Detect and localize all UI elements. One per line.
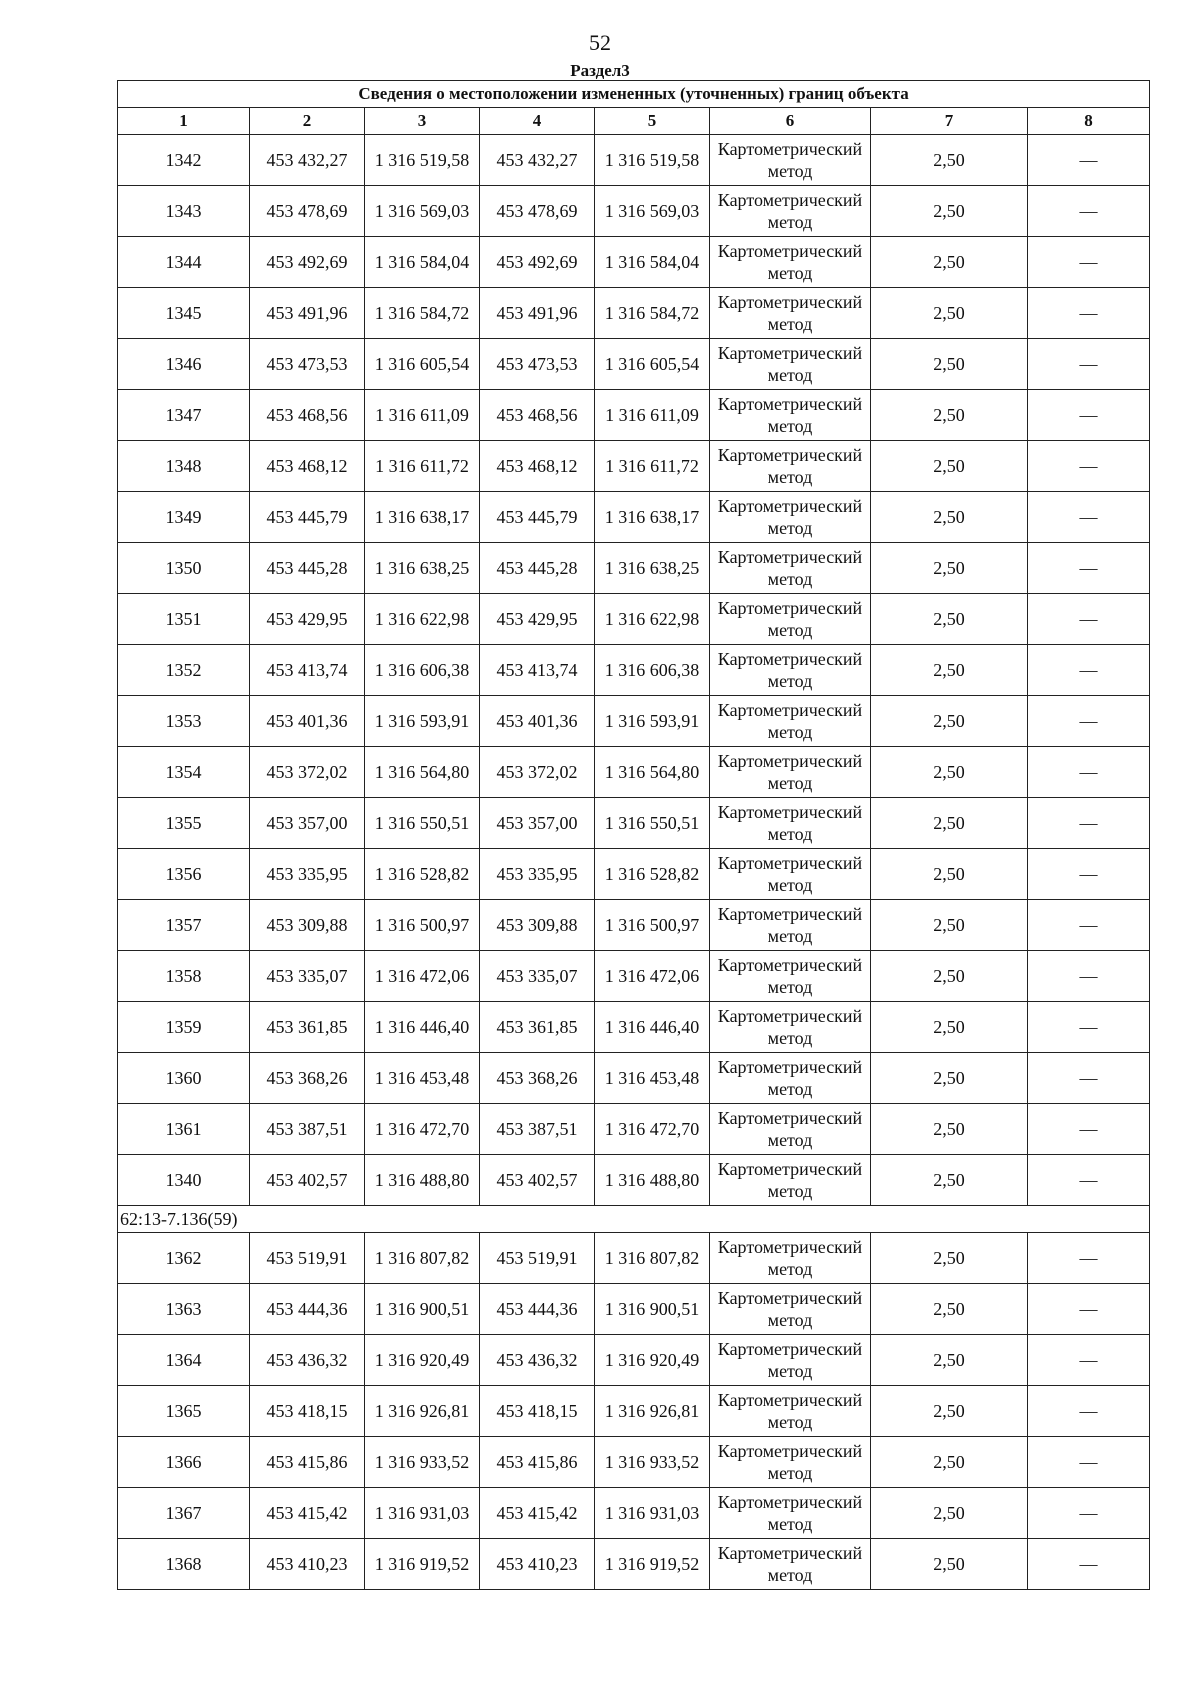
point-number-cell: 1361 <box>118 1104 250 1155</box>
method-cell: Картометрический метод <box>710 747 871 798</box>
method-cell: Картометрический метод <box>710 441 871 492</box>
description-cell: — <box>1028 135 1150 186</box>
description-cell: — <box>1028 696 1150 747</box>
x-existing-cell: 453 361,85 <box>250 1002 365 1053</box>
x-existing-cell: 453 436,32 <box>250 1335 365 1386</box>
point-number-cell: 1358 <box>118 951 250 1002</box>
y-refined-cell: 1 316 931,03 <box>595 1488 710 1539</box>
method-cell: Картометрический метод <box>710 1539 871 1590</box>
x-refined-cell: 453 429,95 <box>480 594 595 645</box>
y-refined-cell: 1 316 920,49 <box>595 1335 710 1386</box>
description-cell: — <box>1028 1437 1150 1488</box>
precision-cell: 2,50 <box>871 1233 1028 1284</box>
y-refined-cell: 1 316 638,17 <box>595 492 710 543</box>
point-number-cell: 1357 <box>118 900 250 951</box>
table-row <box>118 237 1150 288</box>
precision-cell: 2,50 <box>871 135 1028 186</box>
method-cell: Картометрический метод <box>710 951 871 1002</box>
y-refined-cell: 1 316 519,58 <box>595 135 710 186</box>
precision-cell: 2,50 <box>871 951 1028 1002</box>
description-cell: — <box>1028 186 1150 237</box>
y-existing-cell: 1 316 528,82 <box>365 849 480 900</box>
precision-cell: 2,50 <box>871 390 1028 441</box>
precision-cell: 2,50 <box>871 543 1028 594</box>
point-number-cell: 1343 <box>118 186 250 237</box>
point-number-cell: 1349 <box>118 492 250 543</box>
table-row <box>118 1386 1150 1437</box>
description-cell: — <box>1028 594 1150 645</box>
description-cell: — <box>1028 441 1150 492</box>
description-cell: — <box>1028 237 1150 288</box>
method-cell: Картометрический метод <box>710 798 871 849</box>
section-title: Раздел3 <box>570 61 630 80</box>
description-cell: — <box>1028 1233 1150 1284</box>
x-existing-cell: 453 357,00 <box>250 798 365 849</box>
table-row <box>118 543 1150 594</box>
y-refined-cell: 1 316 605,54 <box>595 339 710 390</box>
column-header-row <box>118 108 1150 135</box>
description-cell: — <box>1028 849 1150 900</box>
precision-cell: 2,50 <box>871 288 1028 339</box>
point-number-cell: 1360 <box>118 1053 250 1104</box>
column-header: 3 <box>365 108 480 135</box>
y-existing-cell: 1 316 569,03 <box>365 186 480 237</box>
x-existing-cell: 453 402,57 <box>250 1155 365 1206</box>
table-row <box>118 696 1150 747</box>
description-cell: — <box>1028 390 1150 441</box>
x-refined-cell: 453 445,79 <box>480 492 595 543</box>
point-number-cell: 1354 <box>118 747 250 798</box>
table-row <box>118 186 1150 237</box>
y-existing-cell: 1 316 933,52 <box>365 1437 480 1488</box>
x-existing-cell: 453 473,53 <box>250 339 365 390</box>
method-cell: Картометрический метод <box>710 1386 871 1437</box>
column-header: 2 <box>250 108 365 135</box>
x-refined-cell: 453 372,02 <box>480 747 595 798</box>
table-row <box>118 1284 1150 1335</box>
x-refined-cell: 453 401,36 <box>480 696 595 747</box>
precision-cell: 2,50 <box>871 492 1028 543</box>
method-cell: Картометрический метод <box>710 390 871 441</box>
y-refined-cell: 1 316 569,03 <box>595 186 710 237</box>
table-row <box>118 951 1150 1002</box>
point-number-cell: 1344 <box>118 237 250 288</box>
x-refined-cell: 453 415,86 <box>480 1437 595 1488</box>
x-existing-cell: 453 387,51 <box>250 1104 365 1155</box>
precision-cell: 2,50 <box>871 1539 1028 1590</box>
method-cell: Картометрический метод <box>710 849 871 900</box>
point-number-cell: 1359 <box>118 1002 250 1053</box>
table-row <box>118 1104 1150 1155</box>
method-cell: Картометрический метод <box>710 1104 871 1155</box>
method-cell: Картометрический метод <box>710 696 871 747</box>
precision-cell: 2,50 <box>871 1104 1028 1155</box>
y-refined-cell: 1 316 550,51 <box>595 798 710 849</box>
x-existing-cell: 453 401,36 <box>250 696 365 747</box>
table-row <box>118 339 1150 390</box>
description-cell: — <box>1028 339 1150 390</box>
table-row <box>118 1002 1150 1053</box>
precision-cell: 2,50 <box>871 849 1028 900</box>
table-row <box>118 441 1150 492</box>
x-refined-cell: 453 468,12 <box>480 441 595 492</box>
method-cell: Картометрический метод <box>710 594 871 645</box>
table-row <box>118 1539 1150 1590</box>
y-refined-cell: 1 316 488,80 <box>595 1155 710 1206</box>
method-cell: Картометрический метод <box>710 1437 871 1488</box>
y-existing-cell: 1 316 472,70 <box>365 1104 480 1155</box>
x-existing-cell: 453 372,02 <box>250 747 365 798</box>
table-title: Сведения о местоположении измененных (уточненных) границ объекта <box>118 81 1150 108</box>
method-cell: Картометрический метод <box>710 1002 871 1053</box>
column-header: 4 <box>480 108 595 135</box>
table-row <box>118 1335 1150 1386</box>
y-refined-cell: 1 316 500,97 <box>595 900 710 951</box>
x-refined-cell: 453 410,23 <box>480 1539 595 1590</box>
x-existing-cell: 453 519,91 <box>250 1233 365 1284</box>
x-refined-cell: 453 402,57 <box>480 1155 595 1206</box>
y-existing-cell: 1 316 472,06 <box>365 951 480 1002</box>
x-refined-cell: 453 444,36 <box>480 1284 595 1335</box>
y-refined-cell: 1 316 900,51 <box>595 1284 710 1335</box>
description-cell: — <box>1028 1104 1150 1155</box>
description-cell: — <box>1028 288 1150 339</box>
y-refined-cell: 1 316 622,98 <box>595 594 710 645</box>
x-existing-cell: 453 492,69 <box>250 237 365 288</box>
y-refined-cell: 1 316 611,72 <box>595 441 710 492</box>
x-refined-cell: 453 478,69 <box>480 186 595 237</box>
y-existing-cell: 1 316 453,48 <box>365 1053 480 1104</box>
point-number-cell: 1353 <box>118 696 250 747</box>
point-number-cell: 1352 <box>118 645 250 696</box>
precision-cell: 2,50 <box>871 1002 1028 1053</box>
precision-cell: 2,50 <box>871 339 1028 390</box>
point-number-cell: 1368 <box>118 1539 250 1590</box>
y-refined-cell: 1 316 446,40 <box>595 1002 710 1053</box>
y-refined-cell: 1 316 472,06 <box>595 951 710 1002</box>
method-cell: Картометрический метод <box>710 900 871 951</box>
precision-cell: 2,50 <box>871 798 1028 849</box>
point-number-cell: 1350 <box>118 543 250 594</box>
y-existing-cell: 1 316 622,98 <box>365 594 480 645</box>
x-refined-cell: 453 491,96 <box>480 288 595 339</box>
page-number: 52 <box>589 30 611 55</box>
precision-cell: 2,50 <box>871 645 1028 696</box>
x-refined-cell: 453 335,07 <box>480 951 595 1002</box>
x-refined-cell: 453 309,88 <box>480 900 595 951</box>
y-refined-cell: 1 316 807,82 <box>595 1233 710 1284</box>
x-refined-cell: 453 468,56 <box>480 390 595 441</box>
table-row <box>118 849 1150 900</box>
table-row <box>118 1437 1150 1488</box>
point-number-cell: 1364 <box>118 1335 250 1386</box>
x-existing-cell: 453 445,28 <box>250 543 365 594</box>
precision-cell: 2,50 <box>871 1488 1028 1539</box>
x-existing-cell: 453 432,27 <box>250 135 365 186</box>
table-title-row <box>118 81 1150 108</box>
table-row <box>118 900 1150 951</box>
point-number-cell: 1365 <box>118 1386 250 1437</box>
method-cell: Картометрический метод <box>710 492 871 543</box>
table-row <box>118 288 1150 339</box>
x-existing-cell: 453 445,79 <box>250 492 365 543</box>
method-cell: Картометрический метод <box>710 186 871 237</box>
x-existing-cell: 453 478,69 <box>250 186 365 237</box>
y-existing-cell: 1 316 593,91 <box>365 696 480 747</box>
x-refined-cell: 453 387,51 <box>480 1104 595 1155</box>
point-number-cell: 1345 <box>118 288 250 339</box>
description-cell: — <box>1028 1386 1150 1437</box>
table-row <box>118 747 1150 798</box>
precision-cell: 2,50 <box>871 1335 1028 1386</box>
x-refined-cell: 453 436,32 <box>480 1335 595 1386</box>
y-refined-cell: 1 316 638,25 <box>595 543 710 594</box>
x-existing-cell: 453 335,95 <box>250 849 365 900</box>
description-cell: — <box>1028 1335 1150 1386</box>
table-row <box>118 1233 1150 1284</box>
column-header: 5 <box>595 108 710 135</box>
y-existing-cell: 1 316 605,54 <box>365 339 480 390</box>
x-existing-cell: 453 491,96 <box>250 288 365 339</box>
y-refined-cell: 1 316 606,38 <box>595 645 710 696</box>
method-cell: Картометрический метод <box>710 339 871 390</box>
description-cell: — <box>1028 1002 1150 1053</box>
x-refined-cell: 453 413,74 <box>480 645 595 696</box>
x-refined-cell: 453 368,26 <box>480 1053 595 1104</box>
y-refined-cell: 1 316 611,09 <box>595 390 710 441</box>
point-number-cell: 1366 <box>118 1437 250 1488</box>
point-number-cell: 1356 <box>118 849 250 900</box>
x-refined-cell: 453 357,00 <box>480 798 595 849</box>
group-label-row <box>118 1206 1150 1233</box>
x-existing-cell: 453 415,86 <box>250 1437 365 1488</box>
method-cell: Картометрический метод <box>710 1488 871 1539</box>
description-cell: — <box>1028 1539 1150 1590</box>
y-refined-cell: 1 316 593,91 <box>595 696 710 747</box>
description-cell: — <box>1028 1488 1150 1539</box>
point-number-cell: 1348 <box>118 441 250 492</box>
y-existing-cell: 1 316 584,04 <box>365 237 480 288</box>
y-existing-cell: 1 316 606,38 <box>365 645 480 696</box>
description-cell: — <box>1028 492 1150 543</box>
table-row <box>118 492 1150 543</box>
y-existing-cell: 1 316 550,51 <box>365 798 480 849</box>
point-number-cell: 1363 <box>118 1284 250 1335</box>
x-refined-cell: 453 415,42 <box>480 1488 595 1539</box>
x-refined-cell: 453 361,85 <box>480 1002 595 1053</box>
precision-cell: 2,50 <box>871 1437 1028 1488</box>
y-refined-cell: 1 316 528,82 <box>595 849 710 900</box>
y-existing-cell: 1 316 931,03 <box>365 1488 480 1539</box>
y-existing-cell: 1 316 638,17 <box>365 492 480 543</box>
y-existing-cell: 1 316 519,58 <box>365 135 480 186</box>
y-existing-cell: 1 316 611,72 <box>365 441 480 492</box>
precision-cell: 2,50 <box>871 594 1028 645</box>
description-cell: — <box>1028 1284 1150 1335</box>
x-existing-cell: 453 335,07 <box>250 951 365 1002</box>
x-existing-cell: 453 410,23 <box>250 1539 365 1590</box>
y-existing-cell: 1 316 446,40 <box>365 1002 480 1053</box>
x-refined-cell: 453 492,69 <box>480 237 595 288</box>
description-cell: — <box>1028 798 1150 849</box>
table-row <box>118 594 1150 645</box>
method-cell: Картометрический метод <box>710 645 871 696</box>
y-existing-cell: 1 316 500,97 <box>365 900 480 951</box>
x-existing-cell: 453 368,26 <box>250 1053 365 1104</box>
point-number-cell: 1347 <box>118 390 250 441</box>
y-existing-cell: 1 316 584,72 <box>365 288 480 339</box>
coordinates-table <box>117 80 1150 1590</box>
method-cell: Картометрический метод <box>710 1155 871 1206</box>
precision-cell: 2,50 <box>871 696 1028 747</box>
x-refined-cell: 453 445,28 <box>480 543 595 594</box>
description-cell: — <box>1028 1053 1150 1104</box>
method-cell: Картометрический метод <box>710 1053 871 1104</box>
x-existing-cell: 453 413,74 <box>250 645 365 696</box>
method-cell: Картометрический метод <box>710 543 871 594</box>
x-refined-cell: 453 335,95 <box>480 849 595 900</box>
y-existing-cell: 1 316 488,80 <box>365 1155 480 1206</box>
precision-cell: 2,50 <box>871 186 1028 237</box>
x-existing-cell: 453 415,42 <box>250 1488 365 1539</box>
x-existing-cell: 453 429,95 <box>250 594 365 645</box>
description-cell: — <box>1028 1155 1150 1206</box>
x-existing-cell: 453 468,12 <box>250 441 365 492</box>
method-cell: Картометрический метод <box>710 237 871 288</box>
method-cell: Картометрический метод <box>710 288 871 339</box>
y-refined-cell: 1 316 453,48 <box>595 1053 710 1104</box>
description-cell: — <box>1028 747 1150 798</box>
precision-cell: 2,50 <box>871 1284 1028 1335</box>
y-existing-cell: 1 316 638,25 <box>365 543 480 594</box>
description-cell: — <box>1028 900 1150 951</box>
y-existing-cell: 1 316 564,80 <box>365 747 480 798</box>
table-row <box>118 645 1150 696</box>
column-header: 6 <box>710 108 871 135</box>
description-cell: — <box>1028 951 1150 1002</box>
precision-cell: 2,50 <box>871 900 1028 951</box>
point-number-cell: 1342 <box>118 135 250 186</box>
table-row <box>118 390 1150 441</box>
y-existing-cell: 1 316 926,81 <box>365 1386 480 1437</box>
y-refined-cell: 1 316 926,81 <box>595 1386 710 1437</box>
point-number-cell: 1351 <box>118 594 250 645</box>
precision-cell: 2,50 <box>871 1053 1028 1104</box>
description-cell: — <box>1028 543 1150 594</box>
column-header: 7 <box>871 108 1028 135</box>
method-cell: Картометрический метод <box>710 1233 871 1284</box>
x-refined-cell: 453 519,91 <box>480 1233 595 1284</box>
description-cell: — <box>1028 645 1150 696</box>
x-existing-cell: 453 418,15 <box>250 1386 365 1437</box>
precision-cell: 2,50 <box>871 1386 1028 1437</box>
point-number-cell: 1340 <box>118 1155 250 1206</box>
point-number-cell: 1355 <box>118 798 250 849</box>
table-row <box>118 135 1150 186</box>
column-header: 8 <box>1028 108 1150 135</box>
point-number-cell: 1362 <box>118 1233 250 1284</box>
y-existing-cell: 1 316 611,09 <box>365 390 480 441</box>
table-row <box>118 1155 1150 1206</box>
y-existing-cell: 1 316 919,52 <box>365 1539 480 1590</box>
y-existing-cell: 1 316 807,82 <box>365 1233 480 1284</box>
method-cell: Картометрический метод <box>710 135 871 186</box>
y-refined-cell: 1 316 584,72 <box>595 288 710 339</box>
precision-cell: 2,50 <box>871 1155 1028 1206</box>
y-existing-cell: 1 316 920,49 <box>365 1335 480 1386</box>
point-number-cell: 1367 <box>118 1488 250 1539</box>
method-cell: Картометрический метод <box>710 1284 871 1335</box>
x-existing-cell: 453 444,36 <box>250 1284 365 1335</box>
table-row <box>118 1488 1150 1539</box>
x-refined-cell: 453 432,27 <box>480 135 595 186</box>
precision-cell: 2,50 <box>871 237 1028 288</box>
y-existing-cell: 1 316 900,51 <box>365 1284 480 1335</box>
table-body <box>118 81 1150 1590</box>
y-refined-cell: 1 316 584,04 <box>595 237 710 288</box>
table-row <box>118 798 1150 849</box>
column-header: 1 <box>118 108 250 135</box>
y-refined-cell: 1 316 564,80 <box>595 747 710 798</box>
precision-cell: 2,50 <box>871 747 1028 798</box>
x-refined-cell: 453 418,15 <box>480 1386 595 1437</box>
y-refined-cell: 1 316 919,52 <box>595 1539 710 1590</box>
x-existing-cell: 453 309,88 <box>250 900 365 951</box>
x-existing-cell: 453 468,56 <box>250 390 365 441</box>
precision-cell: 2,50 <box>871 441 1028 492</box>
y-refined-cell: 1 316 472,70 <box>595 1104 710 1155</box>
y-refined-cell: 1 316 933,52 <box>595 1437 710 1488</box>
group-label: 62:13-7.136(59) <box>118 1206 1150 1233</box>
point-number-cell: 1346 <box>118 339 250 390</box>
method-cell: Картометрический метод <box>710 1335 871 1386</box>
table-row <box>118 1053 1150 1104</box>
x-refined-cell: 453 473,53 <box>480 339 595 390</box>
